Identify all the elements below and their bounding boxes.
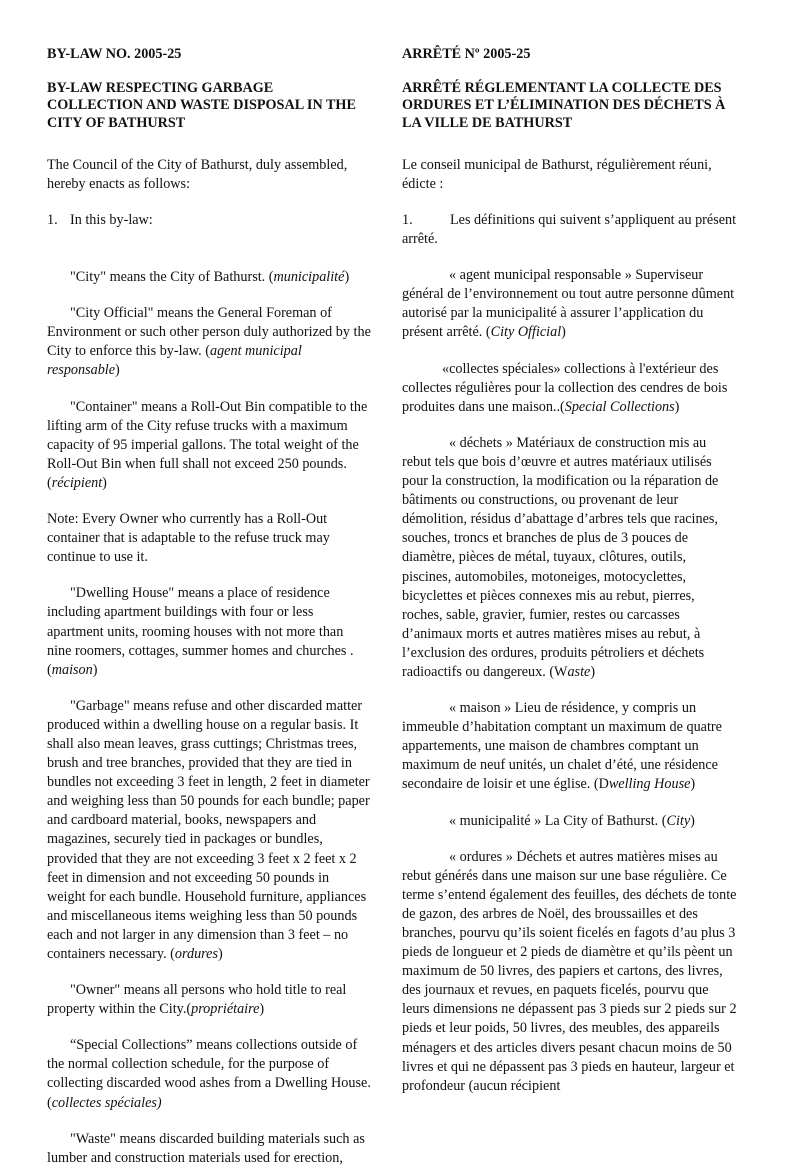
item-1 — [47, 211, 371, 230]
definition-text: "Dwelling House" means a place of residence including apartment buildings with four or less apartment units, rooming houses with not more than nine roomers, cottages, summer homes and churches . ( — [47, 585, 354, 678]
english-term: City Official — [490, 324, 562, 341]
item-1-text: Les définitions qui suivent s’appliquent au présent arrêté. — [402, 212, 737, 248]
definition-ordures: « ordures » Déchets et autres matières mises au rebut générés dans une maison sur une base régulière. Ce terme s’entend également des feuilles, des déchets de tonte de gazon, des arbres de Noël, des broussailles et des branches, pourvu qu’ils soient ficelés en fagots d’au plus 3 pieds de longueur et 2 pieds de diamètre et qu’ils pèent un maximum de 50 livres, des papiers et cartons, des livres, des journaux et revues, en paquets ficelés, pourvu que leurs dimensions ne dépassent pas 3 pieds sur 2 pieds sur 2 pieds et leur poids, 50 livres, des meubles, des appareils ménagers et des articles divers pesant chacun moins de 50 livres et qui ne dépassent pas 3 pieds en hauteur, largeur et profondeur (aucun récipient — [402, 848, 737, 1094]
definition-collectes-speciales: «collectes spéciales» collections à l'extérieur des collectes régulières pour la collection des cendres de bois produites dans une maison..(Special Collections) — [402, 360, 728, 415]
definition-dwelling-house: "Dwelling House" means a place of residence including apartment buildings with four or less apartment units, rooming houses with not more than nine roomers, cottages, summer homes and churches . (maison) — [47, 585, 354, 678]
french-term: agent municipal responsable — [47, 343, 302, 379]
definition-text: «collectes spéciales» collections à l'extérieur des collectes régulières pour la collection des cendres de bois produites dans une maison..( — [402, 360, 728, 415]
definition-text: "City" means the City of Bathurst. ( — [70, 269, 274, 286]
definition-text: « maison » Lieu de résidence, y compris un immeuble d’habitation comptant un maximum de quatre appartements, une maison de chambres comptant un maximum de neuf unités, un chalet d’été, une résidence secondaire de loisir et une église. (D — [402, 700, 722, 793]
item-1-text: In this by-law: — [70, 212, 153, 228]
english-term: City — [666, 812, 691, 829]
bylaw-title: BY-LAW RESPECTING GARBAGE COLLECTION AND WASTE DISPOSAL IN THE CITY OF BATHURST — [47, 79, 356, 132]
french-term: ordures — [174, 946, 218, 962]
french-term: maison — [51, 661, 93, 678]
french-term: récipient — [51, 474, 103, 491]
french-term: municipalité — [273, 269, 345, 286]
definition-waste: "Waste" means discarded building materials such as lumber and construction materials used for erection, — [47, 1130, 365, 1166]
english-column — [47, 46, 371, 1168]
definition-maison: « maison » Lieu de résidence, y compris un immeuble d’habitation comptant un maximum de quatre appartements, une maison de chambres comptant un maximum de neuf unités, un chalet d’été, une résidence secondaire de loisir et une église. (Dwelling House) — [402, 700, 722, 793]
definition-city-official: "City Official" means the General Foreman of Environment or such other person duly authorized by the City to enforce this by-law. (agent municipal responsable) — [47, 305, 371, 379]
english-term: welling House — [608, 776, 691, 793]
arrete-title: ARRÊTÉ RÉGLEMENTANT LA COLLECTE DES ORDURES ET L’ÉLIMINATION DES DÉCHETS À LA VILLE DE BATHURST — [402, 79, 726, 132]
item-1-number: 1. — [47, 212, 58, 228]
definition-special-collections — [47, 1036, 371, 1112]
definition-garbage: "Garbage" means refuse and other discarded matter produced within a dwelling house on a regular basis. It shall also mean leaves, grass cuttings; Christmas trees, brush and tree branches, provided that they are tied in bundles not exceeding 3 feet in length, 2 feet in diameter and weighing less than 50 pounds for each bundle; paper and cardboard material, books, newspapers and magazines, securely tied in packages or bundles, provided that they are not exceeding 3 feet x 2 feet x 2 feet in dimension and not exceeding 50 pounds in weight for each bundle. Household furniture, appliances and miscellaneous items weighing less than 50 pounds each and not larger in any dimension than 3 feet – no containers necessary. (ordures) — [47, 697, 370, 962]
english-term: aste — [567, 663, 591, 680]
definition-text: "Container" means a Roll-Out Bin compatible to the lifting arm of the City refuse trucks with a maximum capacity of 95 imperial gallons. The total weight of the Roll-Out Bin when full shall not exceed 250 pounds. ( — [47, 398, 368, 491]
definition-owner: "Owner" means all persons who hold title to real property within the City.(propriétaire) — [47, 982, 347, 1018]
definition-text: « agent municipal responsable » Superviseur général de l’environnement ou tout autre personne dûment autorisé par la municipalité à assurer l’application du présent arrêté. ( — [402, 267, 735, 341]
definition-dechets: « déchets » Matériaux de construction mis au rebut tels que bois d’œuvre et autres matériaux utilisés pour la construction, la modification ou la réparation de bâtiments ou constructions, ou provenant de leur démolition, résidus d’abattage d’arbres tels que racines, souches, troncs et branches de plus de 3 pouces de diamètre, pièces de métal, tuyaux, clôtures, outils, piscines, automobiles, motoneiges, motocyclettes, bicyclettes et pièces connexes mis au rebut, pierres, roches, sable, gravier, fumier, restes ou carcasses d’animaux morts et autres matières mises au rebut, à l’exclusion des ordures, produits pétroliers et déchets radioactifs ou dangereux. (Waste) — [402, 434, 719, 680]
french-column — [402, 46, 738, 1096]
item-1-number: 1. — [402, 212, 413, 228]
definition-text: "City Official" means the General Foreman of Environment or such other person duly authorized by the City to enforce this by-law. ( — [47, 305, 371, 360]
definition-text: "Garbage" means refuse and other discarded matter produced within a dwelling house on a regular basis. It shall also mean leaves, grass cuttings; Christmas trees, brush and tree branches, provided that they are tied in bundles not exceeding 3 feet in length, 2 feet in diameter and weighing less than 50 pounds for each bundle; paper and cardboard material, books, newspapers and magazines, securely tied in packages or bundles, provided that they are not exceeding 3 feet x 2 feet x 2 feet in dimension and not exceeding 50 pounds in weight for each bundle. Household furniture, appliances and miscellaneous items weighing less than 50 pounds each and not larger in any dimension than 3 feet – no containers necessary. ( — [47, 697, 370, 962]
definition-text: "Owner" means all persons who hold title to real property within the City.( — [47, 982, 347, 1018]
definition-text: « municipalité » La City of Bathurst. ( — [449, 812, 667, 829]
definition-container: "Container" means a Roll-Out Bin compatible to the lifting arm of the City refuse trucks with a maximum capacity of 95 imperial gallons. The total weight of the Roll-Out Bin when full shall not exceed 250 pounds. (récipient) — [47, 398, 368, 491]
definition-city: "City" means the City of Bathurst. (municipalité) — [70, 269, 350, 286]
intro-paragraph: The Council of the City of Bathurst, duly assembled, hereby enacts as follows: — [47, 156, 348, 192]
definition-text: “Special Collections” means collections outside of the normal collection schedule, for the purpose of collecting discarded wood ashes from a Dwelling House. ( — [47, 1037, 371, 1111]
definition-municipalite: « municipalité » La City of Bathurst. (City) — [449, 812, 695, 829]
bylaw-number: BY-LAW NO. 2005-25 — [47, 46, 182, 62]
english-term: Special Collections — [564, 398, 675, 415]
note-paragraph: Note: Every Owner who currently has a Roll-Out container that is adaptable to the refuse truck may continue to use it. — [47, 511, 330, 566]
arrete-number: ARRÊTÉ Nº 2005-25 — [402, 46, 531, 62]
definition-agent: « agent municipal responsable » Superviseur général de l’environnement ou tout autre personne dûment autorisé par la municipalité à assurer l’application du présent arrêté. (City Official) — [402, 267, 735, 341]
item-1 — [402, 211, 738, 249]
definition-text: « déchets » Matériaux de construction mis au rebut tels que bois d’œuvre et autres matériaux utilisés pour la construction, la modification ou la réparation de bâtiments ou constructions, ou provenant de leur démolition, résidus d’abattage d’arbres tels que racines, souches, troncs et branches de plus de 3 pouces de diamètre, pièces de métal, tuyaux, clôtures, outils, piscines, automobiles, motoneiges, motocyclettes, bicyclettes et pièces connexes mis au rebut, pierres, roches, sable, gravier, fumier, restes ou carcasses d’animaux morts et autres matières mises au rebut, à l’exclusion des ordures, produits pétroliers et déchets radioactifs ou dangereux. (W — [402, 434, 719, 680]
intro-paragraph: Le conseil municipal de Bathurst, régulièrement réuni, édicte : — [402, 156, 712, 192]
french-term: propriétaire — [191, 1001, 260, 1018]
french-term: collectes spéciales) — [51, 1094, 162, 1111]
